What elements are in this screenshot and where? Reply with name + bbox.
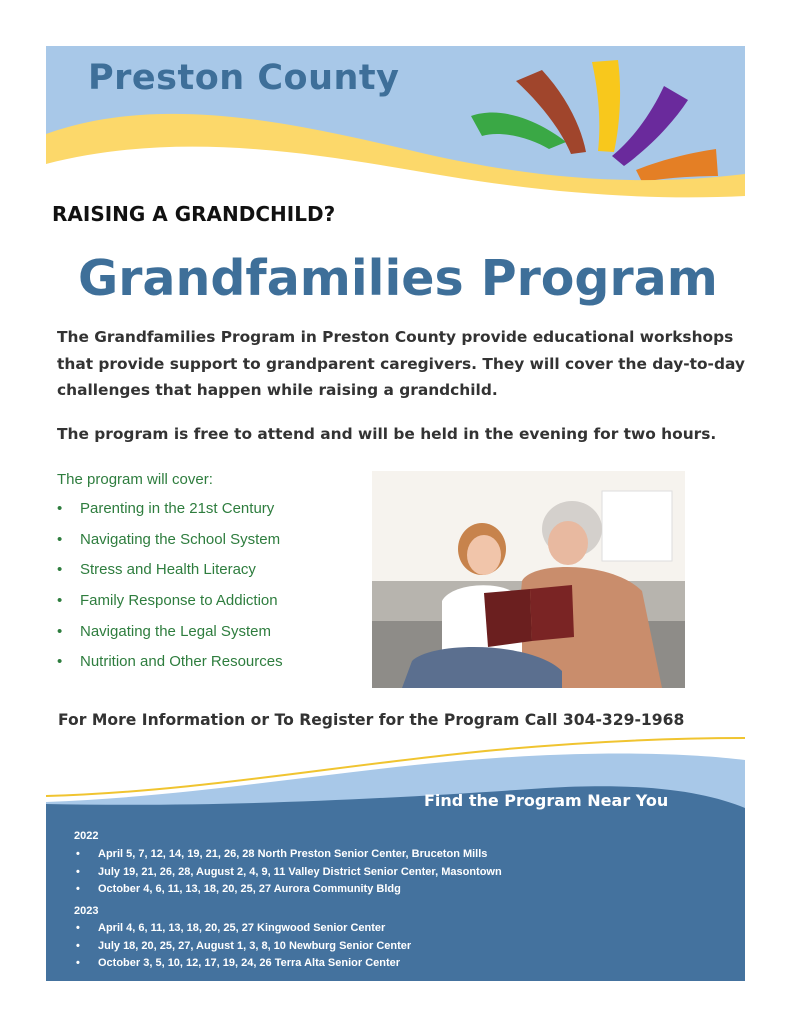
dates-list-2023 [74, 922, 411, 975]
list-item: • Nutrition and Other Resources [57, 653, 283, 671]
topics-label: The program will cover: [57, 471, 213, 488]
topic-text: Nutrition and Other Resources [80, 653, 283, 671]
topic-text: Navigating the Legal System [80, 622, 271, 640]
page-title: Grandfamilies Program [78, 250, 718, 307]
intro-paragraph: The Grandfamilies Program in Preston County provide educational workshops that provide support to grandparent caregivers. They will cover the day-to-day challenges that happen while raising a grandchild. [57, 328, 745, 399]
date-entry: April 5, 7, 12, 14, 19, 21, 26, 28 North Preston Senior Center, Bruceton Mills [98, 848, 488, 860]
list-item: • April 5, 7, 12, 14, 19, 21, 26, 28 North Preston Senior Center, Bruceton Mills [76, 848, 488, 860]
topic-text: Parenting in the 21st Century [80, 500, 275, 517]
footer-heading: Find the Program Near You [424, 791, 669, 810]
list-item: • Navigating the Legal System [57, 622, 271, 640]
date-entry: October 3, 5, 10, 12, 17, 19, 24, 26 Terra Alta Senior Center [98, 957, 401, 969]
year-heading-2022: 2022 [74, 830, 99, 842]
list-item: • October 4, 6, 11, 13, 18, 20, 25, 27 Aurora Community Bldg [76, 883, 401, 895]
list-item: • October 3, 5, 10, 12, 17, 19, 24, 26 Terra Alta Senior Center [76, 957, 401, 969]
dates-list-2022 [74, 848, 502, 901]
topic-text: Stress and Health Literacy [80, 561, 256, 579]
topics-list [57, 500, 283, 684]
call-to-action: For More Information or To Register for the Program Call 304-329-1968 [58, 711, 685, 729]
date-entry: October 4, 6, 11, 13, 18, 20, 25, 27 Aurora Community Bldg [98, 883, 401, 895]
date-entry: April 4, 6, 11, 13, 18, 20, 25, 27 Kingwood Senior Center [98, 922, 386, 934]
list-item: • July 19, 21, 26, 28, August 2, 4, 9, 11 Valley District Senior Center, Masontown [76, 865, 502, 878]
grandmother-reading-photo [372, 471, 685, 688]
year-heading-2023: 2023 [74, 905, 99, 917]
topic-text: Family Response to Addiction [80, 592, 278, 610]
county-name: Preston County [88, 58, 400, 98]
list-item: • July 18, 20, 25, 27, August 1, 3, 8, 10 Newburg Senior Center [76, 939, 412, 952]
date-entry: July 18, 20, 25, 27, August 1, 3, 8, 10 Newburg Senior Center [98, 939, 412, 952]
list-item: • Stress and Health Literacy [57, 561, 256, 579]
list-item: • Parenting in the 21st Century [57, 500, 275, 517]
list-item: • Family Response to Addiction [57, 592, 278, 610]
date-entry: July 19, 21, 26, 28, August 2, 4, 9, 11 Valley District Senior Center, Masontown [98, 865, 502, 878]
kicker-heading: RAISING A GRANDCHILD? [52, 202, 336, 226]
topic-text: Navigating the School System [80, 530, 281, 548]
list-item: • Navigating the School System [57, 530, 281, 548]
list-item: • April 4, 6, 11, 13, 18, 20, 25, 27 Kingwood Senior Center [76, 922, 386, 934]
free-note: The program is free to attend and will be held in the evening for two hours. [57, 425, 717, 443]
